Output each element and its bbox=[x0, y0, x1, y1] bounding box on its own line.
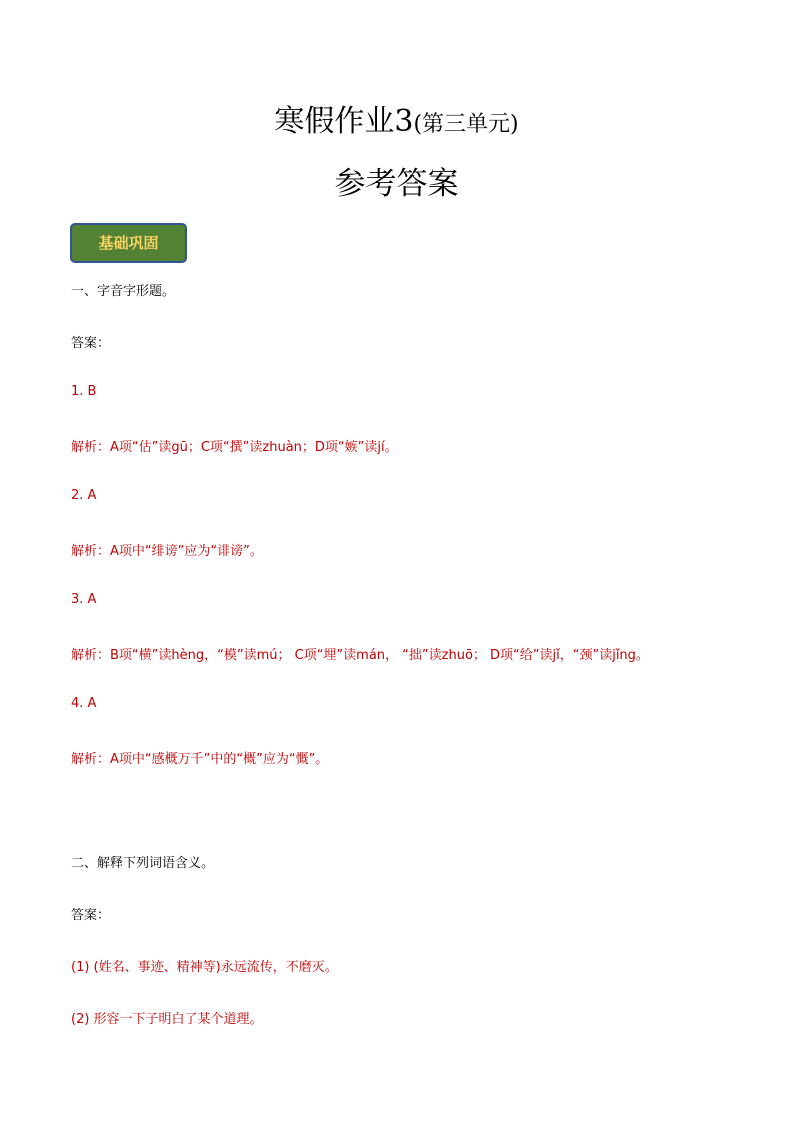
section-badge: 基础巩固 bbox=[70, 223, 187, 263]
title-main: 寒假作业3 bbox=[274, 104, 414, 139]
item-2-explanation: 解析：A项中“绯谤”应为“诽谤”。 bbox=[71, 544, 263, 559]
section2-item-2: (2) 形容一下子明白了某个道理。 bbox=[71, 1012, 263, 1027]
item-4-explanation: 解析：A项中“感概万千”中的“概”应为“慨”。 bbox=[71, 752, 329, 767]
item-3-explanation: 解析：B项“横”读hèng，“模”读mú； C项“埋”读mán， “拙”读zhuō； D项“给”读jǐ，“颈”读jǐng。 bbox=[71, 648, 649, 663]
section1-answer-label: 答案： bbox=[71, 336, 111, 351]
title-sub: (第三单元) bbox=[413, 112, 519, 137]
item-1-explanation: 解析：A项“估”读gū；C项“撰”读zhuàn；D项“嫉”读jí。 bbox=[71, 440, 398, 455]
document-subtitle: 参考答案 bbox=[334, 166, 459, 202]
item-1-answer: 1. B bbox=[71, 384, 97, 399]
section2-item-1: (1) (姓名、事迹、精神等)永远流传，不磨灭。 bbox=[71, 960, 338, 975]
section2-answer-label: 答案： bbox=[71, 908, 111, 923]
item-3-answer: 3. A bbox=[71, 592, 97, 607]
section1-heading: 一、字音字形题。 bbox=[71, 284, 176, 299]
document-title bbox=[0, 96, 793, 140]
item-2-answer: 2. A bbox=[71, 488, 97, 503]
section2-heading: 二、解释下列词语含义。 bbox=[71, 856, 215, 871]
item-4-answer: 4. A bbox=[71, 696, 97, 711]
